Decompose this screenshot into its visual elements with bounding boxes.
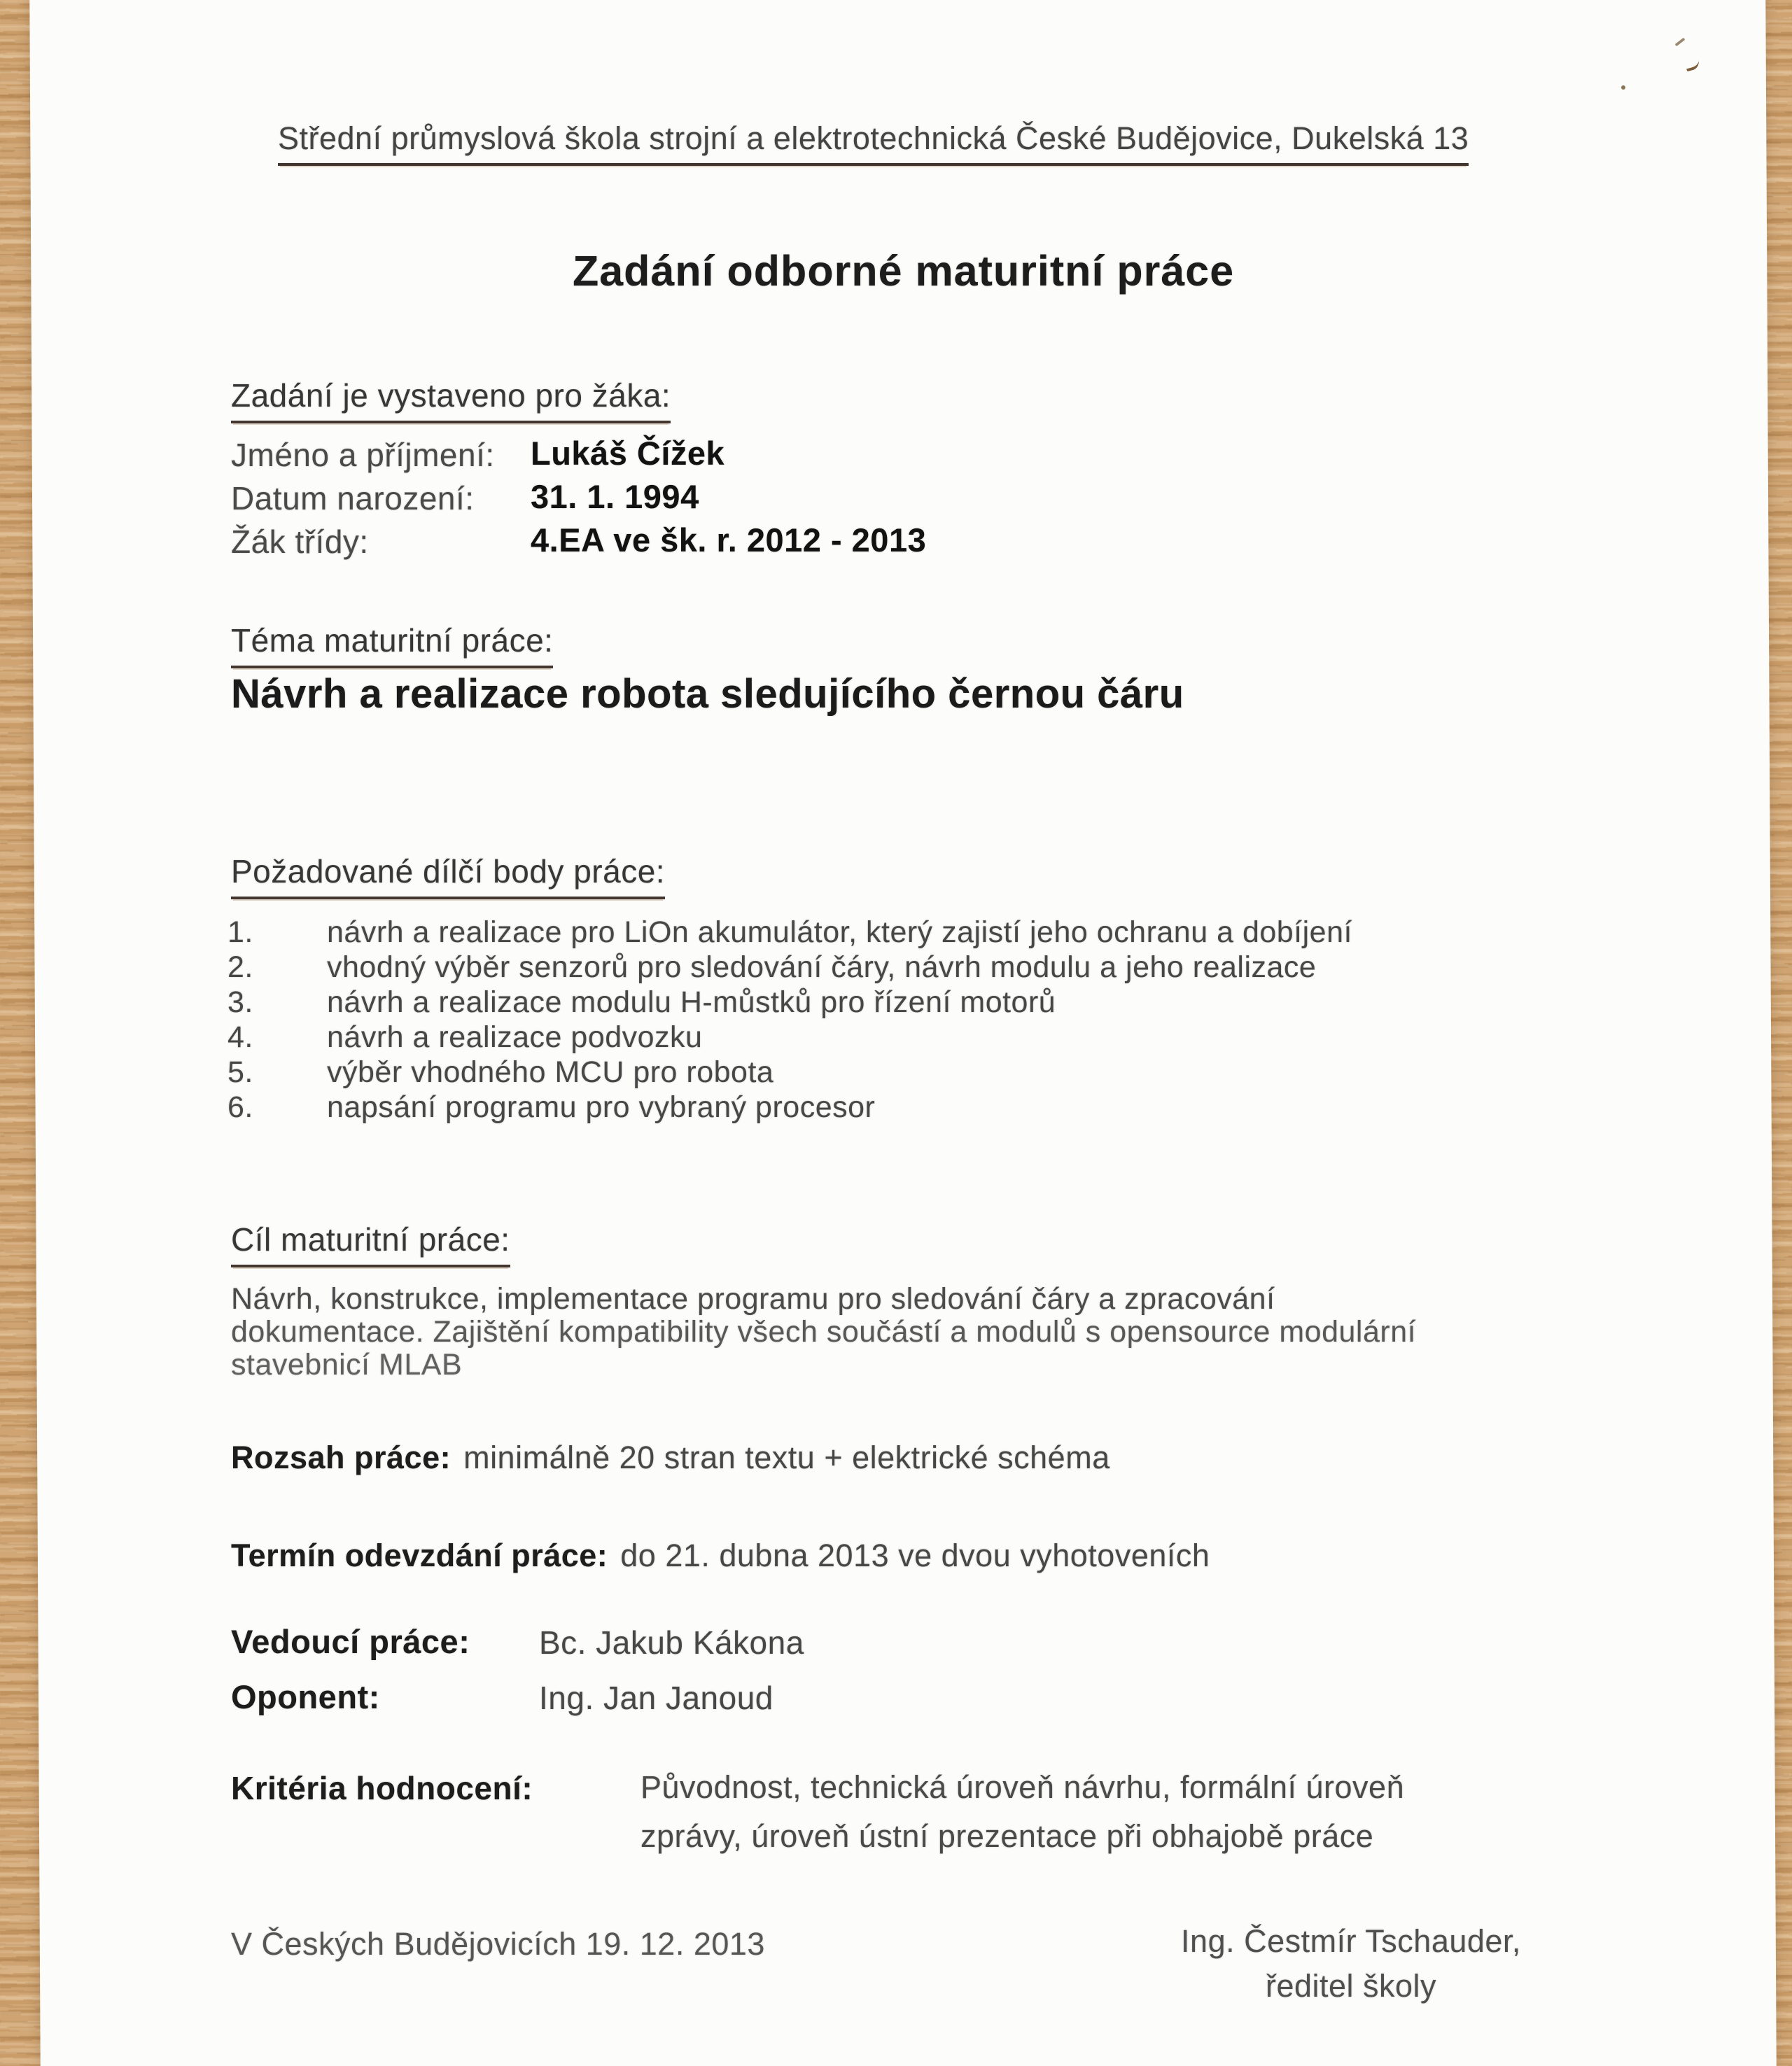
student-section-heading xyxy=(231,377,671,423)
topic-heading xyxy=(231,621,553,668)
requirement-text: návrh a realizace modulu H-můstků pro řízení motorů xyxy=(327,985,1056,1019)
requirement-text: napsání programu pro vybraný procesor xyxy=(327,1090,876,1124)
student-row-value: 4.EA ve šk. r. 2012 - 2013 xyxy=(531,521,927,558)
deadline-value-text: do 21. dubna 2013 ve dvou vyhotoveních xyxy=(620,1538,1210,1573)
requirement-number: 2. xyxy=(227,950,253,984)
document-title: Zadání odborné maturitní práce xyxy=(573,247,1235,295)
criteria-line: zprávy, úroveň ústní prezentace při obhajobě práce xyxy=(640,1818,1374,1854)
student-row-label: Datum narození: xyxy=(231,480,475,516)
criteria-line: Původnost, technická úroveň návrhu, formální úroveň xyxy=(640,1769,1405,1805)
student-row-label: Žák třídy: xyxy=(231,523,369,560)
requirement-number: 4. xyxy=(227,1020,253,1054)
requirement-number: 1. xyxy=(227,915,253,949)
goal-paragraph-line: dokumentace. Zajištění kompatibility všech součástí a modulů s opensource modulární xyxy=(231,1315,1417,1349)
student-section-heading-text: Zadání je vystaveno pro žáka: xyxy=(231,377,671,423)
requirements-heading-text: Požadované dílčí body práce: xyxy=(231,852,665,899)
scope-row xyxy=(231,1440,1110,1476)
scope-value-text: minimálně 20 stran textu + elektrické schéma xyxy=(463,1440,1110,1475)
requirements-heading xyxy=(231,852,665,899)
goal-heading-text: Cíl maturitní práce: xyxy=(231,1221,510,1267)
requirement-text: výběr vhodného MCU pro robota xyxy=(327,1055,774,1089)
topic-heading-text: Téma maturitní práce: xyxy=(231,621,553,668)
scan-speck xyxy=(1621,85,1625,90)
requirement-text: návrh a realizace pro LiOn akumulátor, který zajistí jeho ochranu a dobíjení xyxy=(327,915,1352,949)
requirement-number: 6. xyxy=(227,1090,253,1124)
requirement-number: 3. xyxy=(227,985,253,1019)
place-date: V Českých Budějovicích 19. 12. 2013 xyxy=(231,1926,765,1962)
deadline-row xyxy=(231,1538,1210,1574)
school-header xyxy=(278,120,1469,166)
deadline-value xyxy=(611,1538,1210,1573)
school-header-text: Střední průmyslová škola strojní a elektrotechnická České Budějovice, Dukelská 13 xyxy=(278,120,1469,166)
scan-speck xyxy=(1674,37,1685,46)
scan-speck xyxy=(1685,59,1701,72)
goal-heading xyxy=(231,1221,510,1267)
supervisor-value: Bc. Jakub Kákona xyxy=(539,1624,804,1661)
student-row-value: 31. 1. 1994 xyxy=(531,478,699,515)
signature-role: ředitel školy xyxy=(1265,1968,1437,2004)
supervisor-label: Vedoucí práce: xyxy=(231,1623,470,1660)
opponent-value: Ing. Jan Janoud xyxy=(539,1680,774,1716)
criteria-label: Kritéria hodnocení: xyxy=(231,1770,533,1806)
scope-label: Rozsah práce: xyxy=(231,1440,451,1475)
goal-paragraph-line: Návrh, konstrukce, implementace programu pro sledování čáry a zpracování xyxy=(231,1282,1275,1316)
goal-paragraph-line: stavebnicí MLAB xyxy=(231,1348,463,1382)
requirement-text: vhodný výběr senzorů pro sledování čáry, návrh modulu a jeho realizace xyxy=(327,950,1317,984)
requirement-text: návrh a realizace podvozku xyxy=(327,1020,703,1054)
deadline-label: Termín odevzdání práce: xyxy=(231,1538,608,1573)
student-row-label: Jméno a příjmení: xyxy=(231,437,495,473)
requirement-number: 5. xyxy=(227,1055,253,1089)
thesis-topic-title: Návrh a realizace robota sledujícího černou čáru xyxy=(231,671,1184,717)
scope-value xyxy=(454,1440,1110,1475)
student-row-value: Lukáš Čížek xyxy=(531,435,725,472)
opponent-label: Oponent: xyxy=(231,1678,380,1715)
signature-name: Ing. Čestmír Tschauder, xyxy=(1181,1923,1521,1959)
